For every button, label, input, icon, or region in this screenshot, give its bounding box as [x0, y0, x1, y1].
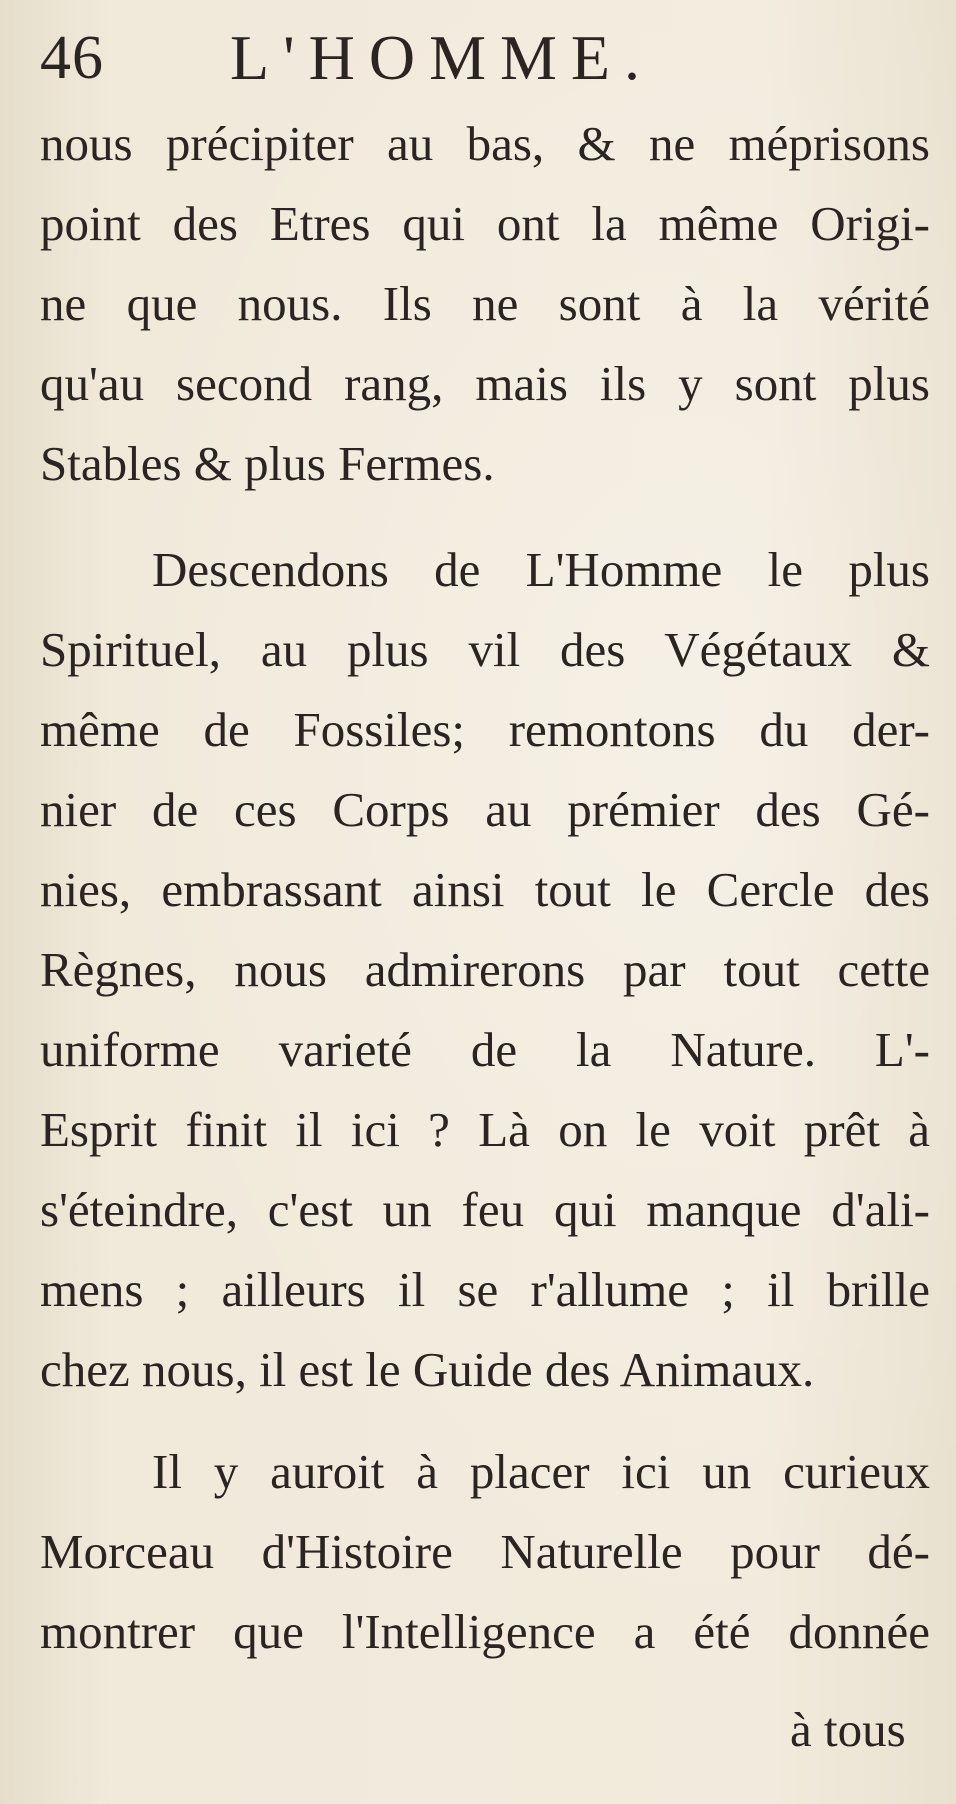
text-line: nous précipiter au bas, & ne méprisons	[40, 116, 930, 171]
text-line: qu'au second rang, mais ils y sont plus	[40, 356, 930, 411]
text-line: montrer que l'Intelligence a été donnée	[40, 1604, 930, 1659]
page-header	[40, 18, 920, 98]
paragraph-first-line: Descendons de L'Homme le plus	[152, 542, 930, 597]
text-line: chez nous, il est le Guide des Animaux.	[40, 1342, 815, 1397]
text-line: Spirituel, au plus vil des Végétaux &	[40, 622, 930, 677]
text-line: Esprit finit il ici ? Là on le voit prêt à	[40, 1102, 930, 1157]
text-line: Règnes, nous admirerons par tout cette	[40, 942, 930, 997]
text-line: mens ; ailleurs il se r'allume ; il brille	[40, 1262, 930, 1317]
text-line: point des Etres qui ont la même Origi-	[40, 196, 930, 251]
text-line: Stables & plus Fermes.	[40, 436, 495, 491]
text-line: même de Fossiles; remontons du der-	[40, 702, 930, 757]
paragraph-first-line: Il y auroit à placer ici un curieux	[152, 1444, 930, 1499]
text-line: uniforme varieté de la Nature. L'-	[40, 1022, 930, 1077]
running-head: L'HOMME.	[230, 22, 654, 93]
catchword: à tous	[790, 1702, 906, 1757]
text-line: Morceau d'Histoire Naturelle pour dé-	[40, 1524, 930, 1579]
text-line: nier de ces Corps au prémier des Gé-	[40, 782, 930, 837]
page-number: 46	[40, 24, 104, 92]
text-line: ne que nous. Ils ne sont à la vérité	[40, 276, 930, 331]
text-line: s'éteindre, c'est un feu qui manque d'ali-	[40, 1182, 930, 1237]
text-line: nies, embrassant ainsi tout le Cercle des	[40, 862, 930, 917]
